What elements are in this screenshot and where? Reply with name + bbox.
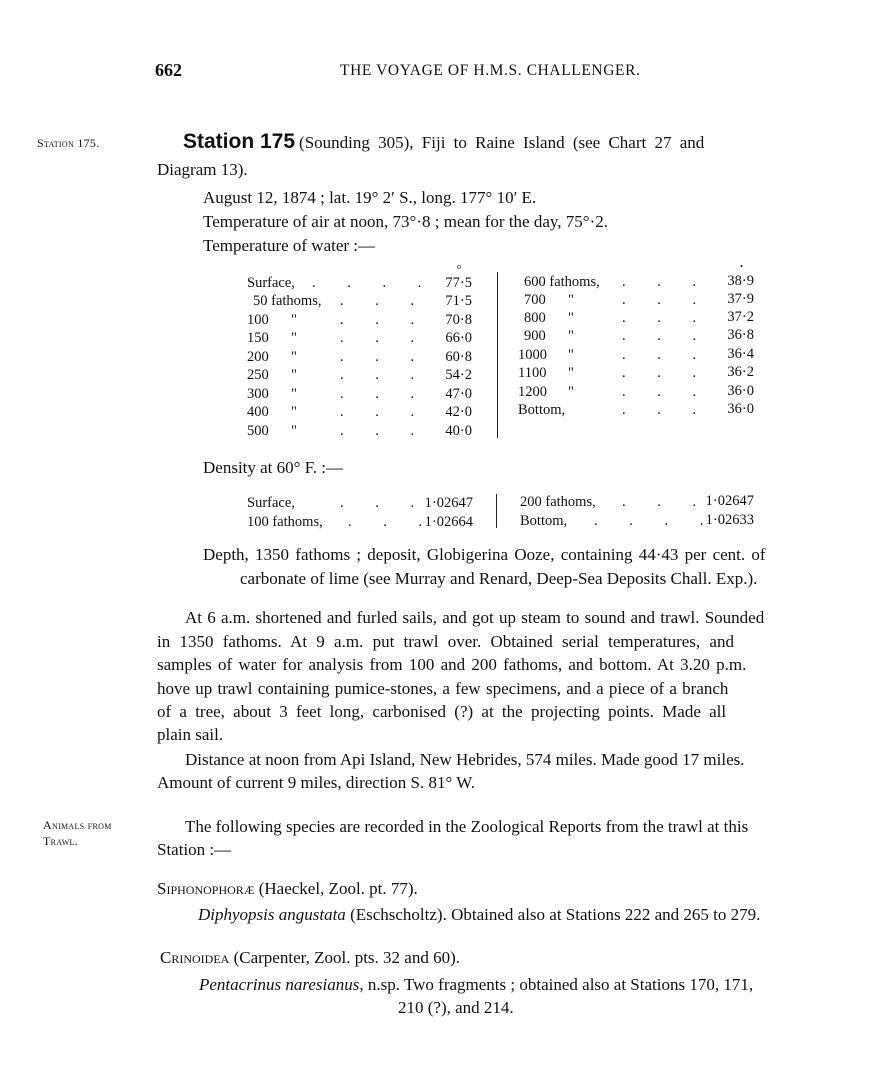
- degree-mark-right: •: [740, 262, 743, 271]
- running-title: THE VOYAGE OF H.M.S. CHALLENGER.: [340, 62, 641, 79]
- wt-right-value-5: 36·2: [727, 364, 754, 380]
- wt-right-value-4: 36·4: [727, 346, 754, 362]
- wt-right-leader-3: . . .: [622, 310, 711, 326]
- species-pentacrinus: [199, 975, 753, 995]
- wt-right-value-1: 37·9: [727, 291, 754, 307]
- narrative-line-1: in 1350 fathoms. At 9 a.m. put trawl over. Obtained serial temperatures, and: [157, 632, 734, 651]
- narrative-line-5: plain sail.: [157, 725, 224, 744]
- wt-right-unit-5: ": [568, 365, 574, 381]
- wt-left-depth-1: 50 fathoms,: [253, 293, 322, 309]
- distance-line-1: Distance at noon from Api Island, New Hebrides, 574 miles. Made good 17 miles.: [185, 750, 745, 769]
- air-temperature: Temperature of air at noon, 73°·8 ; mean for the day, 75°·2.: [203, 212, 608, 231]
- wt-right-leader-7: . . .: [622, 384, 711, 400]
- margin-animals-note-2: Trawl.: [43, 834, 79, 848]
- group-ref: (Haeckel, Zool. pt. 77).: [258, 879, 418, 898]
- density-left-depth-1: 100 fathoms,: [247, 514, 323, 530]
- water-temp-label: Temperature of water :—: [203, 236, 376, 255]
- wt-right-depth-5: 1100: [518, 365, 547, 381]
- wt-right-value-7: 36·0: [727, 401, 754, 417]
- wt-right-leader-6: . . .: [622, 365, 711, 381]
- species-note: (Eschscholtz). Obtained also at Stations 222 and 265 to 279.: [350, 905, 761, 924]
- density-right-value-0: 1·02647: [705, 493, 754, 509]
- wt-right-leader-4: . . .: [622, 328, 711, 344]
- species-intro-line-1: The following species are recorded in the Zoological Reports from the trawl at this: [185, 817, 749, 836]
- density-left-leader-1: . . .: [340, 495, 429, 511]
- density-left-value-1: 1·02664: [424, 514, 473, 530]
- deposit-line-1: Depth, 1350 fathoms ; deposit, Globigerina Ooze, containing 44·43 per cent. of: [203, 545, 766, 564]
- wt-right-leader-1: . . .: [622, 274, 711, 290]
- species-note: , n.sp. Two fragments ; obtained also at Stations 170, 171,: [359, 975, 754, 994]
- density-right-depth-0: 200 fathoms,: [520, 494, 596, 510]
- wt-left-value-8: 40·0: [445, 423, 472, 439]
- station-subtitle-cont: Diagram 13).: [157, 160, 248, 179]
- density-left-value-0: 1·02647: [424, 495, 473, 511]
- wt-left-leader-3: . . .: [340, 312, 429, 328]
- table-divider: [497, 272, 498, 438]
- wt-left-unit-6: ": [291, 386, 297, 402]
- margin-station-note: Station 175.: [37, 136, 100, 150]
- wt-left-depth-3: 150: [247, 330, 269, 346]
- wt-right-leader-5: . . .: [622, 347, 711, 363]
- wt-left-depth-6: 300: [247, 386, 269, 402]
- wt-right-unit-3: ": [568, 328, 574, 344]
- wt-right-depth-3: 900: [524, 328, 546, 344]
- narrative-line-2: samples of water for analysis from 100 and 200 fathoms, and bottom. At 3.20 p.m.: [157, 655, 747, 674]
- group-name: Siphonophoræ: [157, 879, 255, 898]
- page-number: 662: [155, 60, 182, 80]
- wt-left-leader-2: . . .: [340, 293, 429, 309]
- wt-left-leader-8: . . .: [340, 404, 429, 420]
- wt-left-leader-9: . . .: [340, 423, 429, 439]
- wt-right-unit-2: ": [568, 310, 574, 326]
- group-ref: (Carpenter, Zool. pts. 32 and 60).: [233, 948, 460, 967]
- wt-left-unit-3: ": [291, 330, 297, 346]
- group-siphonophorae: [157, 879, 418, 899]
- wt-right-unit-4: ": [568, 347, 574, 363]
- density-right-value-1: 1·02633: [705, 512, 754, 528]
- station-heading: [183, 130, 843, 154]
- wt-left-leader-4: . . .: [340, 330, 429, 346]
- narrative-line-0: At 6 a.m. shortened and furled sails, and got up steam to sound and trawl. Sounded: [185, 608, 765, 627]
- wt-left-unit-4: ": [291, 349, 297, 365]
- wt-right-depth-4: 1000: [518, 347, 547, 363]
- degree-mark-left: o: [457, 262, 461, 271]
- wt-left-leader-5: . . .: [340, 349, 429, 365]
- wt-right-unit-1: ": [568, 292, 574, 308]
- wt-right-unit-6: ": [568, 384, 574, 400]
- distance-line-2: Amount of current 9 miles, direction S. 81° W.: [157, 773, 475, 792]
- group-crinoidea: [160, 948, 460, 968]
- species-name: Pentacrinus naresianus: [199, 975, 360, 994]
- wt-left-depth-0: Surface,: [247, 275, 295, 291]
- wt-left-depth-7: 400: [247, 404, 269, 420]
- density-right-leader-1: . . .: [622, 494, 711, 510]
- wt-left-value-7: 42·0: [445, 404, 472, 420]
- group-name: Crinoidea: [160, 948, 230, 967]
- wt-left-value-0: 77·5: [445, 275, 472, 291]
- density-right-leader-2: . . . .: [594, 513, 718, 529]
- density-left-leader-2: . . .: [348, 514, 437, 530]
- narrative-line-3: hove up trawl containing pumice-stones, a few specimens, and a piece of a branch: [157, 679, 729, 698]
- wt-left-leader: . . . .: [312, 275, 436, 291]
- wt-left-value-6: 47·0: [445, 386, 472, 402]
- margin-animals-note-1: Animals from: [43, 818, 112, 832]
- wt-left-depth-4: 200: [247, 349, 269, 365]
- density-label: Density at 60° F. :—: [203, 458, 344, 477]
- wt-right-value-6: 36·0: [727, 383, 754, 399]
- wt-left-unit-5: ": [291, 367, 297, 383]
- wt-right-depth-0: 600 fathoms,: [524, 274, 600, 290]
- wt-left-leader-7: . . .: [340, 386, 429, 402]
- species-name: Diphyopsis angustata: [198, 905, 346, 924]
- wt-left-unit-8: ": [291, 423, 297, 439]
- wt-right-depth-6: 1200: [518, 384, 547, 400]
- wt-right-leader-2: . . .: [622, 292, 711, 308]
- station-title: Station 175: [183, 130, 296, 153]
- deposit-line-2: carbonate of lime (see Murray and Renard, Deep-Sea Deposits Chall. Exp.).: [240, 569, 758, 588]
- wt-right-depth-2: 800: [524, 310, 546, 326]
- wt-left-value-2: 70·8: [445, 312, 472, 328]
- date-position: August 12, 1874 ; lat. 19° 2′ S., long. 177° 10′ E.: [203, 188, 537, 207]
- wt-left-value-4: 60·8: [445, 349, 472, 365]
- station-subtitle: (Sounding 305), Fiji to Raine Island (see Chart 27 and: [299, 133, 705, 152]
- wt-right-depth-1: 700: [524, 292, 546, 308]
- wt-right-leader-8: . . .: [622, 402, 711, 418]
- density-divider: [496, 494, 497, 528]
- wt-left-value-3: 66·0: [445, 330, 472, 346]
- wt-left-leader-6: . . .: [340, 367, 429, 383]
- wt-left-value-5: 54·2: [445, 367, 472, 383]
- narrative-line-4: of a tree, about 3 feet long, carbonised (?) at the projecting points. Made all: [157, 702, 727, 721]
- species-diphyopsis: [198, 905, 760, 925]
- wt-left-value-1: 71·5: [445, 293, 472, 309]
- density-left-depth-0: Surface,: [247, 495, 295, 511]
- wt-right-value-3: 36·8: [727, 327, 754, 343]
- wt-left-depth-8: 500: [247, 423, 269, 439]
- wt-left-unit-7: ": [291, 404, 297, 420]
- wt-left-unit-2: ": [291, 312, 297, 328]
- species-pentacrinus-cont: 210 (?), and 214.: [398, 998, 514, 1017]
- species-intro-line-2: Station :—: [157, 840, 232, 859]
- wt-left-depth-5: 250: [247, 367, 269, 383]
- wt-right-value-0: 38·9: [727, 273, 754, 289]
- wt-right-depth-7: Bottom,: [518, 402, 566, 418]
- wt-right-value-2: 37·2: [727, 309, 754, 325]
- density-right-depth-1: Bottom,: [520, 513, 568, 529]
- wt-left-depth-2: 100: [247, 312, 269, 328]
